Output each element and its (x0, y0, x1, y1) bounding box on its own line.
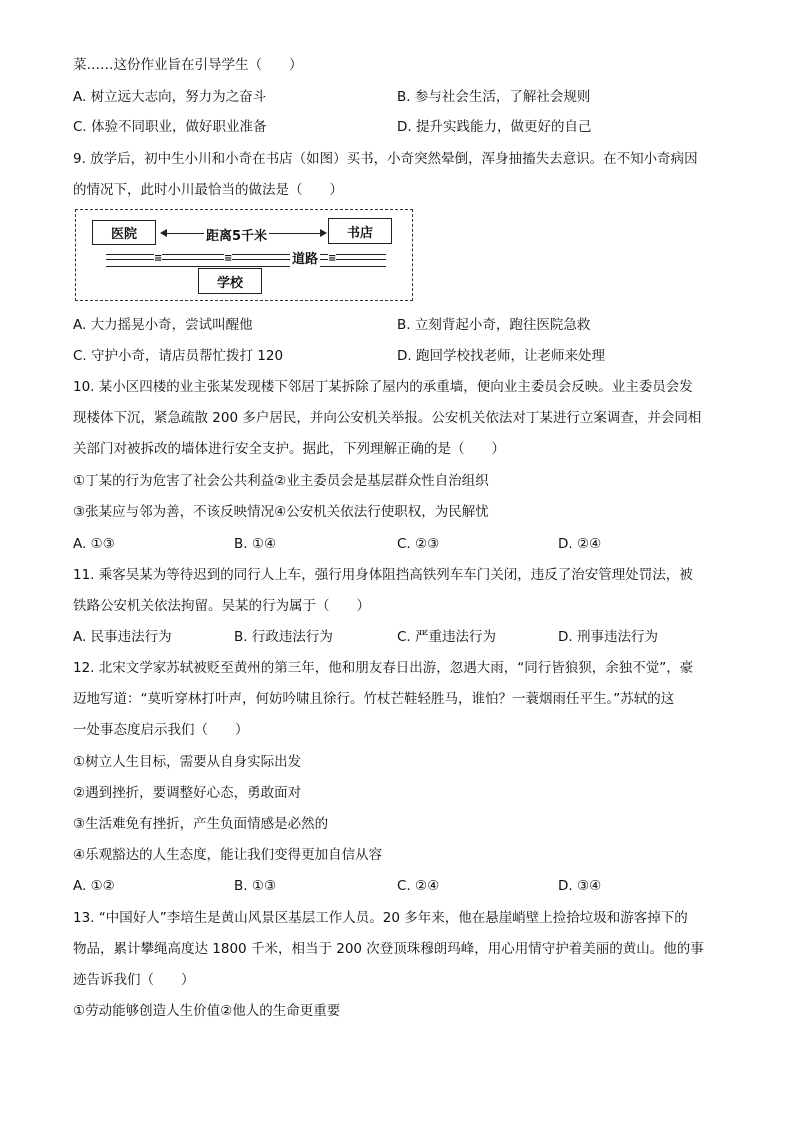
q12-stem-line2: 迈地写道：“莫听穿林打叶声，何妨吟啸且徐行。竹杖芒鞋轻胜马，谁怕？一蓑烟雨任平生。”苏轼的这 (73, 691, 675, 707)
road-line-middle (106, 259, 386, 260)
crosswalk-icon: ≡ (328, 253, 337, 264)
q9-option-a: A. 大力摇晃小奇，尝试叫醒他 (73, 317, 253, 333)
q8-option-a: A. 树立远大志向，努力为之奋斗 (73, 89, 267, 105)
q10-stem-line1: 10. 某小区四楼的业主张某发现楼下邻居丁某拆除了屋内的承重墙，便向业主委员会反映。业主委员会发 (73, 379, 693, 395)
q12-option-d: D. ③④ (558, 878, 602, 894)
q10-stem-line2: 现楼体下沉，紧急疏散 200 多户居民，并向公安机关举报。公安机关依法对丁某进行立案调查，并会同相 (73, 410, 702, 426)
q10-option-a: A. ①③ (73, 536, 115, 552)
q12-option-b: B. ①③ (234, 878, 277, 894)
q11-option-b: B. 行政违法行为 (234, 629, 333, 645)
q11-option-d: D. 刑事违法行为 (558, 629, 658, 645)
q10-option-b: B. ①④ (234, 536, 277, 552)
q12-statement-4: ④乐观豁达的人生态度，能让我们变得更加自信从容 (73, 847, 383, 863)
q13-stem-line1: 13. “中国好人”李培生是黄山风景区基层工作人员。20 多年来，他在悬崖峭壁上捡拾垃圾和游客掉下的 (73, 910, 688, 926)
q12-stem-line3: 一处事态度启示我们（ ） (73, 722, 249, 738)
q12-stem-line1: 12. 北宋文学家苏轼被贬至黄州的第三年，他和朋友春日出游，忽遇大雨，“同行皆狼狈，余独不觉”，豪 (73, 660, 694, 676)
bookstore-box: 书店 (328, 218, 392, 244)
q12-statement-1: ①树立人生目标，需要从自身实际出发 (73, 754, 302, 770)
q10-option-d: D. ②④ (558, 536, 602, 552)
q9-stem-line2: 的情况下，此时小川最恰当的做法是（ ） (73, 182, 343, 198)
q8-option-b: B. 参与社会生活，了解社会规则 (397, 89, 591, 105)
q8-option-d: D. 提升实践能力，做更好的自己 (397, 119, 592, 135)
q11-stem-line2: 铁路公安机关依法拘留。吴某的行为属于（ ） (73, 598, 370, 614)
arrow-right-icon (320, 229, 327, 237)
q13-statement-1-2: ①劳动能够创造人生价值②他人的生命更重要 (73, 1003, 341, 1019)
q12-option-c: C. ②④ (397, 878, 440, 894)
crosswalk-icon: ≡ (154, 253, 163, 264)
q10-statement-3-4: ③张某应与邻为善，不该反映情况④公安机关依法行使职权，为民解忧 (73, 504, 489, 520)
q9-option-b: B. 立刻背起小奇，跑往医院急救 (397, 317, 591, 333)
q8-option-c: C. 体验不同职业，做好职业准备 (73, 119, 267, 135)
q10-option-c: C. ②③ (397, 536, 440, 552)
q13-stem-line2: 物品，累计攀绳高度达 1800 千米，相当于 200 次登顶珠穆朗玛峰，用心用情守护着美丽的黄山。他的事 (73, 941, 704, 957)
road-line-top (106, 254, 386, 255)
q10-statement-1-2: ①丁某的行为危害了社会公共利益②业主委员会是基层群众性自治组织 (73, 473, 489, 489)
q11-option-a: A. 民事违法行为 (73, 629, 172, 645)
school-box: 学校 (198, 268, 262, 294)
hospital-box: 医院 (92, 220, 156, 245)
q10-stem-line3: 关部门对被拆改的墙体进行安全支护。据此，下列理解正确的是（ ） (73, 441, 505, 457)
q13-stem-line3: 迹告诉我们（ ） (73, 972, 195, 988)
q12-option-a: A. ①② (73, 878, 115, 894)
crosswalk-icon: ≡ (224, 253, 233, 264)
q12-statement-2: ②遇到挫折，要调整好心态，勇敢面对 (73, 785, 302, 801)
q9-option-d: D. 跑回学校找老师，让老师来处理 (397, 348, 605, 364)
q9-option-c: C. 守护小奇，请店员帮忙拨打 120 (73, 348, 284, 364)
road-line-bottom (106, 266, 386, 267)
q9-stem-line1: 9. 放学后，初中生小川和小奇在书店（如图）买书，小奇突然晕倒，浑身抽搐失去意识。在不知小奇病因 (73, 151, 698, 167)
distance-label: 距离5千米 (204, 225, 269, 244)
q9-map-diagram (75, 209, 413, 301)
q11-option-c: C. 严重违法行为 (397, 629, 497, 645)
road-label: 道路 (290, 248, 320, 267)
q11-stem-line1: 11. 乘客吴某为等待迟到的同行人上车，强行用身体阻挡高铁列车车门关闭，违反了治安管理处罚法，被 (73, 567, 693, 583)
q12-statement-3: ③生活难免有挫折，产生负面情感是必然的 (73, 816, 329, 832)
q8-stem-end: 菜……这份作业旨在引导学生（ ） (73, 57, 303, 73)
